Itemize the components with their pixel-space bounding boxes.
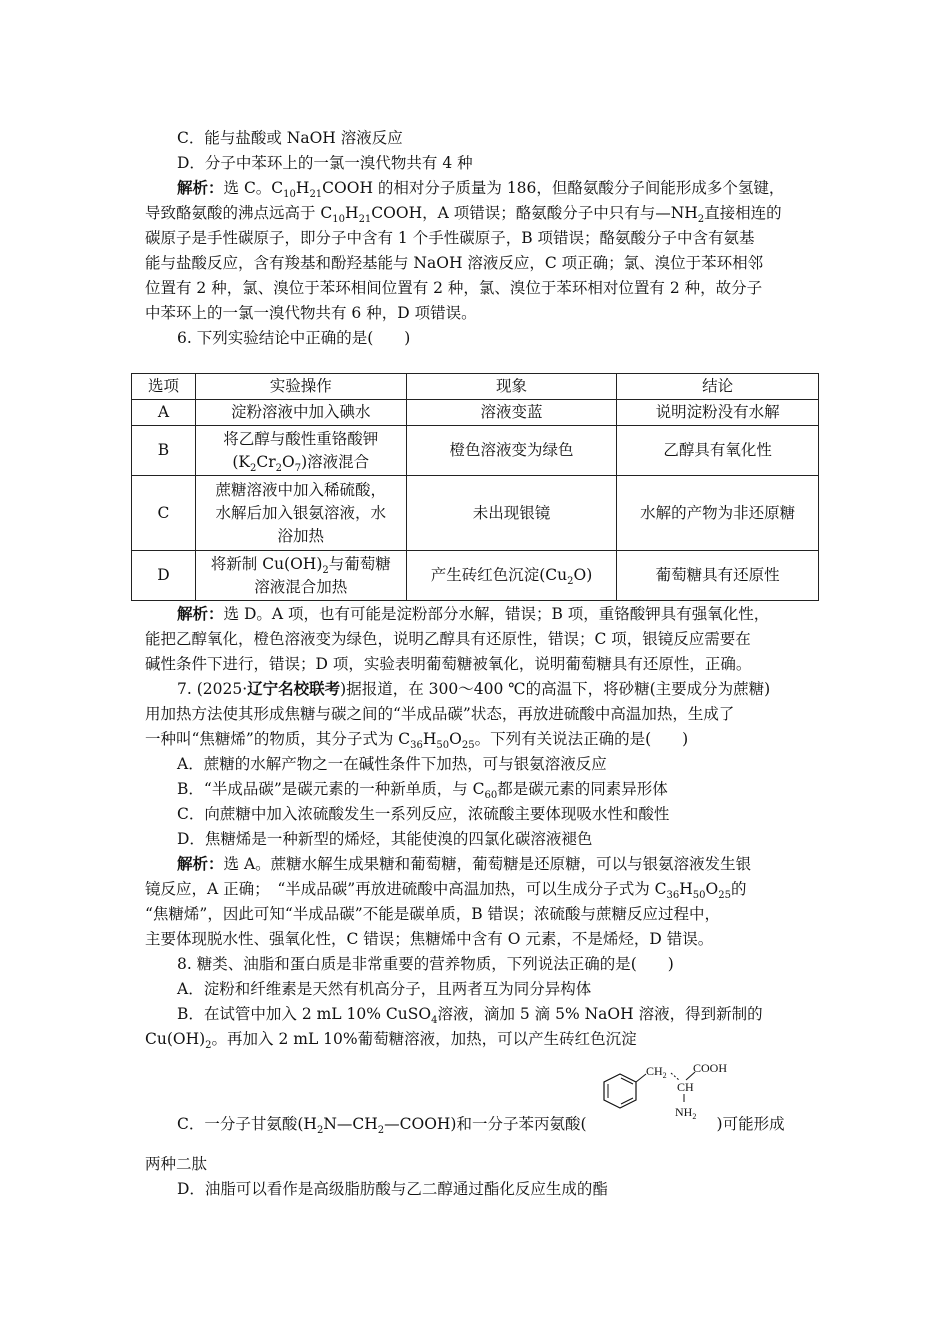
text-span: 水解后加入银氨溶液，水 — [215, 503, 387, 522]
q6-analysis-line-1 — [177, 602, 810, 626]
text-span: )可能形成 — [716, 1115, 785, 1133]
row-option: B — [132, 426, 196, 476]
header-conclusion: 结论 — [617, 374, 819, 400]
ring-double-bond — [621, 1078, 633, 1084]
q5-option-c: C．能与盐酸或 NaOH 溶液反应 — [177, 129, 403, 147]
row-option: C — [132, 476, 196, 551]
q7-option-b: B．“半成品碳”是碳元素的一种新单质，与 $C_{60}$都是碳元素的同素异形体 — [177, 780, 668, 802]
text-span: 选 C。C — [223, 179, 284, 197]
text-span: 导致酪氨酸的沸点远高于 C — [145, 204, 333, 222]
q5-option-d: D．分子中苯环上的一氯一溴代物共有 4 种 — [177, 154, 473, 172]
row-operation: 淀粉溶液中加入碘水 — [195, 400, 406, 426]
q5-analysis-line-1: 解析：选 C。$C_{10}H_{21}COOH$ 的相对分子质量为 186，但酪氨酸分子间能形成多个氢键， — [177, 178, 785, 201]
nh2-label: $NH_2$ — [675, 1105, 697, 1121]
analysis-label: 解析： — [177, 604, 224, 623]
ring-double-bond — [621, 1098, 633, 1104]
q7-option-a: A．蔗糖的水解产物之一在碱性条件下加热，可与银氨溶液反应 — [177, 755, 607, 773]
analysis-label: 解析： — [177, 178, 224, 197]
text-span: 都是碳元素的同素异形体 — [497, 780, 668, 798]
text-span: B．在试管中加入 2 mL 10% CuSO — [177, 1005, 432, 1023]
ch-label: CH — [677, 1080, 694, 1094]
table-row — [132, 476, 819, 551]
text-span: 镜反应，A 正确； “半成品碳”再放进硫酸中高温加热，可以生成分子式为 C — [145, 880, 667, 898]
q5-analysis-line-2: 导致酪氨酸的沸点远高于 $C_{10}H_{21}COOH$，A 项错误；酪氨酸分子中只有与$—NH_2$直接相连的 — [145, 204, 782, 226]
row-operation — [195, 476, 406, 551]
text-span: 直接相连的 — [704, 204, 782, 222]
q8-option-a: A．淀粉和纤维素是天然有机高分子，且两者互为同分异构体 — [177, 980, 592, 998]
row-phenomenon: 溶液变蓝 — [406, 400, 617, 426]
cooh-label: COOH — [693, 1061, 728, 1075]
text-span: 选 A。蔗糖水解生成果糖和葡萄糖，葡萄糖是还原糖，可以与银氨溶液发生银 — [223, 855, 752, 873]
ch2-label: $CH_2$ — [646, 1064, 667, 1080]
table-header-row — [132, 374, 819, 400]
experiment-table — [131, 373, 819, 601]
q5-analysis-line-6: 中苯环上的一氯一溴代物共有 6 种，D 项错误。 — [145, 304, 477, 322]
text-span: 将乙醇与酸性重铬酸钾 — [223, 429, 379, 448]
text-span: 一种叫“焦糖烯”的物质，其分子式为 C — [145, 730, 411, 748]
q5-analysis-line-5: 位置有 2 种，氯、溴位于苯环相间位置有 2 种，氯、溴位于苯环相对位置有 2 种，故分子 — [145, 279, 763, 297]
text-span: 溶液混合加热 — [254, 577, 348, 596]
text-span: N—CH — [323, 1115, 378, 1133]
text-span: 与葡萄糖 — [328, 554, 391, 573]
q7-option-c: C．向蔗糖中加入浓硫酸发生一系列反应，浓硫酸主要体现吸水性和酸性 — [177, 805, 670, 823]
table-row — [132, 551, 819, 601]
q6-stem: 6. 下列实验结论中正确的是( ) — [177, 329, 411, 347]
q7-analysis-line-4: 主要体现脱水性、强氧化性，C 错误；焦糖烯中含有 O 元素，不是烯烃，D 错误。 — [145, 930, 714, 948]
row-option: A — [132, 400, 196, 426]
row-conclusion: 葡萄糖具有还原性 — [617, 551, 819, 601]
q8-option-c-cont: 两种二肽 — [145, 1155, 208, 1173]
text-span: 。再加入 2 mL 10%葡萄糖溶液，加热，可以产生砖红色沉淀 — [211, 1030, 637, 1048]
q5-analysis-line-3: 碳原子是手性碳原子，即分子中含有 1 个手性碳原子，B 项错误；酪氨酸分子中含有氨基 — [145, 229, 755, 247]
text-span: COOH 的相对分子质量为 186，但酪氨酸分子间能形成多个氢键， — [322, 179, 785, 197]
text-span: COOH，A 项错误；酪氨酸分子中只有与—NH — [371, 204, 698, 222]
text-span: C．一分子甘氨酸(H — [177, 1115, 317, 1133]
row-phenomenon: 未出现银镜 — [406, 476, 617, 551]
q8-option-b-line-1: B．在试管中加入 2 mL 10% CuSO$_4$溶液，滴加 5 滴 5% NaOH 溶液，得到新制的 — [177, 1005, 763, 1027]
row-option: D — [132, 551, 196, 601]
row-operation: 将乙醇与酸性重铬酸钾 $(K_2Cr_2O_7)$溶液混合 — [195, 426, 406, 476]
text-span: 。下列有关说法正确的是( ) — [474, 730, 689, 748]
q8-option-d: D．油脂可以看作是高级脂肪酸与乙二醇通过酯化反应生成的酯 — [177, 1180, 608, 1198]
table-row — [132, 400, 819, 426]
text-span: 溶液，滴加 5 滴 5% NaOH 溶液，得到新制的 — [437, 1005, 763, 1023]
row-conclusion: 水解的产物为非还原糖 — [617, 476, 819, 551]
text-span: Cu(OH) — [145, 1030, 206, 1048]
q7-stem-line-2: 用加热方法使其形成焦糖与碳之间的“半成品碳”状态，再放进硫酸中高温加热，生成了 — [145, 705, 735, 723]
row-phenomenon: 橙色溶液变为绿色 — [406, 426, 617, 476]
text-span: B．“半成品碳”是碳元素的一种新单质，与 C — [177, 780, 485, 798]
q7-analysis-line-3: “焦糖烯”，因此可知“半成品碳”不能是碳单质，B 错误；浓硫酸与蔗糖反应过程中， — [145, 905, 721, 923]
text-span: 7. (2025· — [177, 680, 248, 698]
q6-analysis-line-3: 碱性条件下进行，错误；D 项，实验表明葡萄糖被氧化，说明葡萄糖具有还原性，正确。 — [145, 655, 752, 673]
text-span: 的 — [730, 880, 747, 898]
row-phenomenon: 产生砖红色沉淀$(Cu_2O)$ — [406, 551, 617, 601]
row-conclusion: 说明淀粉没有水解 — [617, 400, 819, 426]
q7-option-d: D．焦糖烯是一种新型的烯烃，其能使溴的四氯化碳溶液褪色 — [177, 830, 593, 848]
text-span: —COOH)和一分子苯丙氨酸( — [384, 1115, 587, 1133]
row-operation: 将新制 $Cu(OH)_2$与葡萄糖 溶液混合加热 — [195, 551, 406, 601]
q5-analysis-line-4: 能与盐酸反应，含有羧基和酚羟基能与 NaOH 溶液反应，C 项正确；氯、溴位于苯环相邻 — [145, 254, 764, 272]
header-operation: 实验操作 — [195, 374, 406, 400]
q6-analysis-line-2: 能把乙醇氧化，橙色溶液变为绿色，说明乙醇具有还原性，错误；C 项，银镜反应需要在 — [145, 630, 751, 648]
table-row — [132, 426, 819, 476]
text-span: )据报道，在 300～400 ℃的高温下，将砂糖(主要成分为蔗糖) — [340, 680, 771, 698]
q8-stem: 8. 糖类、油脂和蛋白质是非常重要的营养物质，下列说法正确的是( ) — [177, 955, 674, 973]
source-label: 辽宁名校联考 — [247, 679, 341, 698]
q7-stem-line-3: 一种叫“焦糖烯”的物质，其分子式为 $C_{36}H_{50}O_{25}$。下列有关说法正确的是( ) — [145, 730, 689, 752]
bond — [671, 1073, 679, 1080]
text-span: 蔗糖溶液中加入稀硫酸， — [215, 480, 387, 499]
text-span: 浴加热 — [277, 526, 325, 545]
q7-analysis-line-1 — [177, 852, 810, 876]
benzene-ring — [604, 1074, 636, 1108]
text-span: 产生砖红色沉淀(Cu — [430, 566, 568, 584]
q7-analysis-line-2: 镜反应，A 正确； “半成品碳”再放进硫酸中高温加热，可以生成分子式为 $C_{36}H_{50}O_{25}$的 — [145, 880, 747, 902]
analysis-label: 解析： — [177, 854, 224, 873]
header-phenomenon: 现象 — [406, 374, 617, 400]
q8-option-b-line-2: $Cu(OH)_2$。再加入 2 mL 10%葡萄糖溶液，加热，可以产生砖红色沉淀 — [145, 1030, 637, 1052]
text-span: 溶液混合 — [307, 452, 370, 471]
q8-option-c: C．一分子甘氨酸$(H_2N—CH_2—COOH)$和一分子苯丙氨酸( )可能形成 — [177, 1115, 785, 1137]
header-option: 选项 — [132, 374, 196, 400]
q7-stem-line-1 — [177, 677, 810, 701]
row-conclusion: 乙醇具有氧化性 — [617, 426, 819, 476]
text-span: 选 D。A 项，也有可能是淀粉部分水解，错误；B 项，重铬酸钾具有强氧化性， — [223, 605, 770, 623]
bond — [636, 1074, 646, 1082]
